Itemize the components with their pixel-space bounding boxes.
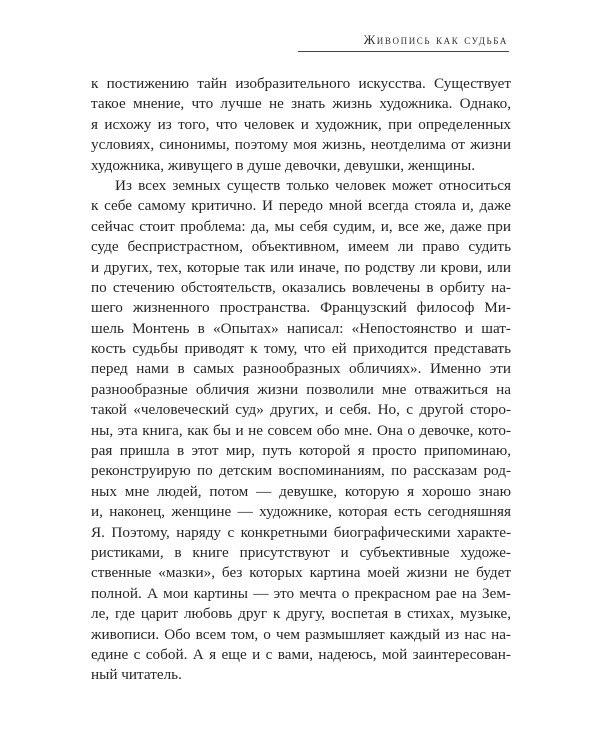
text-line: сейчас стоит проблема: да, мы себя судим, и, все же, даже при — [91, 217, 511, 235]
text-line: к себе самому критично. И передо мной всегда стояла и, даже — [91, 197, 511, 215]
text-line: ны, эта книга, как бы и не совсем обо мне. Она о девочке, кото- — [91, 421, 511, 439]
text-line: перед нами в самых разнообразных обличиях». Именно эти — [91, 360, 511, 378]
text-line: ный читатель. — [91, 666, 182, 684]
text-line: Из всех земных существ только человек может относиться — [115, 176, 511, 194]
text-line: художника, живущего в душе девочки, девушки, женщины. — [91, 156, 475, 174]
text-line: ристиками, в книге присутствуют и субъективные художе- — [91, 543, 511, 561]
text-line: к постижению тайн изобразительного искусства. Существует — [91, 75, 511, 92]
text-line: полной. А мои картины — это мечта о прекрасном рае на Зем- — [91, 584, 511, 602]
text-line: рая пришла в этот мир, путь которой я просто припоминаю, — [91, 442, 511, 460]
text-line: ле, где царит любовь друг к другу, воспетая в стихах, музыке, — [91, 605, 511, 623]
text-line: живописи. Обо всем том, о чем размышляет каждый из нас на- — [91, 625, 511, 643]
text-line: реконструирую по детским воспоминаниям, по рассказам род- — [91, 462, 511, 480]
body-text — [91, 74, 511, 686]
text-line: такое мнение, что лучше не знать жизнь художника. Однако, — [91, 95, 511, 113]
running-head: Живопись как судьба — [363, 32, 508, 47]
text-line: такой «человеческий суд» других, и себя. Но, с другой сторо- — [91, 401, 511, 419]
text-line: Я. Поэтому, наряду с конкретными биографическими характе- — [91, 523, 511, 541]
text-line: шель Монтень в «Опытах» написал: «Непостоянство и шат- — [91, 319, 511, 337]
text-line: ных мне людей, потом — девушке, которую я хорошо знаю — [91, 482, 511, 500]
text-line: разнообразные обличия жизни позволили мне отважиться на — [91, 380, 511, 398]
text-line: ственные «мазки», без которых картина моей жизни не будет — [91, 564, 511, 582]
text-line: по стечению обстоятельств, оказались вовлечены в орбиту на- — [91, 278, 511, 296]
paragraph — [91, 176, 511, 686]
text-line: и, наконец, женщине — художнике, которая есть сегодняшняя — [91, 503, 511, 521]
text-line: едине с собой. А я еще и с вами, надеюсь, мой заинтересован- — [91, 645, 511, 663]
header-rule — [298, 51, 509, 52]
text-line: условиях, синонимы, поэтому моя жизнь, неотделима от жизни — [91, 136, 511, 154]
text-line: я исхожу из того, что человек и художник, при определенных — [91, 115, 511, 133]
paragraph — [91, 74, 511, 176]
text-line: и других, тех, которые так или иначе, по родству ли крови, или — [91, 258, 511, 276]
text-line: кость судьбы приводят к тому, что ей приходится представать — [91, 340, 511, 358]
text-line: шего жизненного пространства. Французский философ Ми- — [91, 299, 511, 317]
text-line: суде беспристрастном, объективном, имеем ли право судить — [91, 238, 511, 256]
